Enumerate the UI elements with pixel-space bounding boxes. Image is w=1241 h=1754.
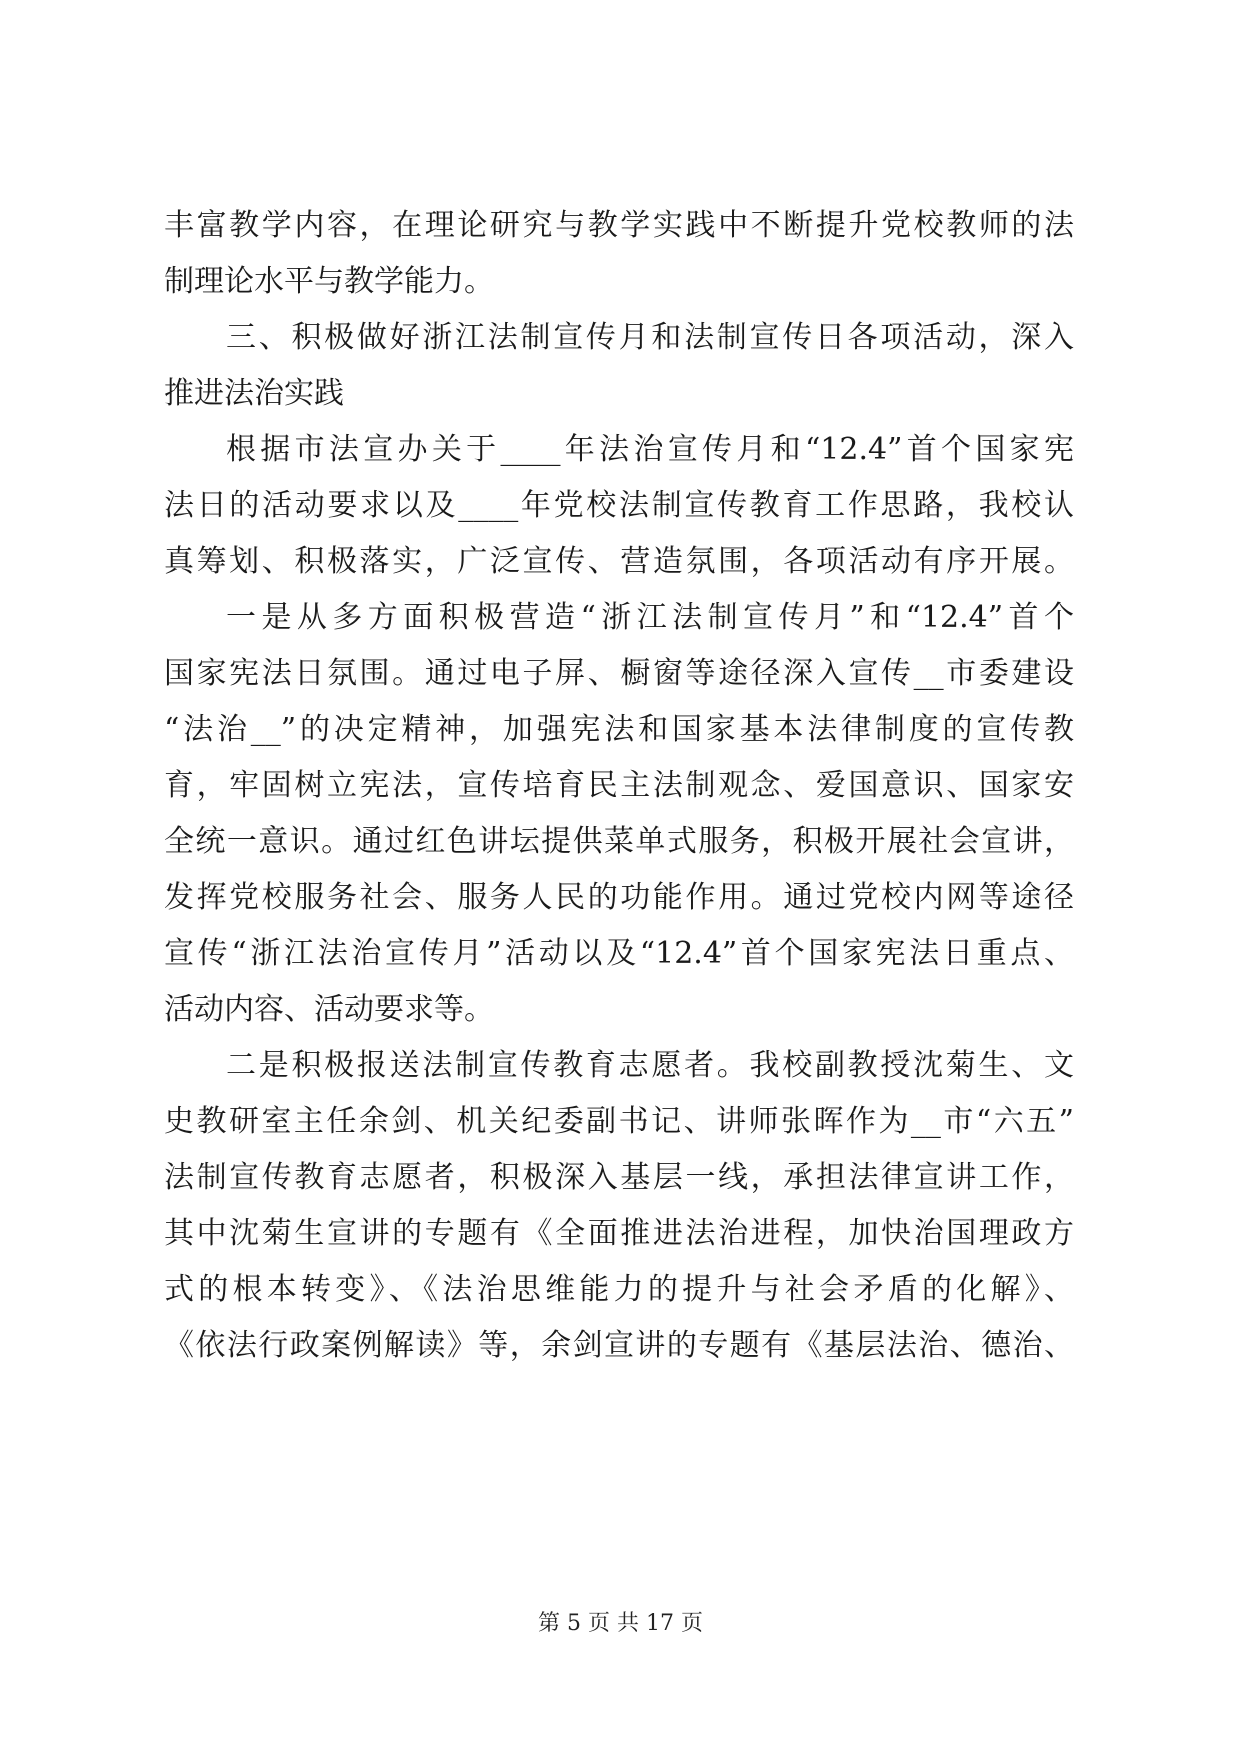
body-text-line: 真筹划、积极落实，广泛宣传、营造氛围，各项活动有序开展。 bbox=[164, 544, 1074, 579]
body-text-line: 其中沈菊生宣讲的专题有《全面推进法治进程，加快治国理政方 bbox=[164, 1216, 1074, 1251]
body-text-line: 法日的活动要求以及____年党校法制宣传教育工作思路，我校认 bbox=[164, 488, 1074, 523]
body-text-line: 二是积极报送法制宣传教育志愿者。我校副教授沈菊生、文 bbox=[226, 1048, 1074, 1083]
body-text-line: 一是从多方面积极营造“浙江法制宣传月”和“12.4”首个 bbox=[226, 600, 1074, 635]
body-text-line: 活动内容、活动要求等。 bbox=[164, 992, 494, 1027]
page-number-footer: 第 5 页 共 17 页 bbox=[538, 1611, 703, 1636]
section-heading-line: 三、积极做好浙江法制宣传月和法制宣传日各项活动，深入 bbox=[226, 320, 1074, 355]
body-text-line: 宣传“浙江法治宣传月”活动以及“12.4”首个国家宪法日重点、 bbox=[164, 936, 1074, 971]
body-text-line: 丰富教学内容，在理论研究与教学实践中不断提升党校教师的法 bbox=[164, 208, 1074, 243]
body-text-line: 史教研室主任余剑、机关纪委副书记、讲师张晖作为__市“六五” bbox=[164, 1104, 1074, 1139]
body-text-line: 发挥党校服务社会、服务人民的功能作用。通过党校内网等途径 bbox=[164, 880, 1074, 915]
body-text-line: 根据市法宣办关于____年法治宣传月和“12.4”首个国家宪 bbox=[226, 432, 1074, 467]
body-text-line: 国家宪法日氛围。通过电子屏、橱窗等途径深入宣传__市委建设 bbox=[164, 656, 1074, 691]
body-text-line: 育，牢固树立宪法，宣传培育民主法制观念、爱国意识、国家安 bbox=[164, 768, 1074, 803]
section-heading-line: 推进法治实践 bbox=[164, 376, 344, 411]
body-text-line: 《依法行政案例解读》等，余剑宣讲的专题有《基层法治、德治、 bbox=[164, 1328, 1074, 1363]
body-text-line: 全统一意识。通过红色讲坛提供菜单式服务，积极开展社会宣讲， bbox=[164, 824, 1074, 859]
body-text-line: 法制宣传教育志愿者，积极深入基层一线，承担法律宣讲工作， bbox=[164, 1160, 1074, 1195]
body-text-line: 式的根本转变》、《法治思维能力的提升与社会矛盾的化解》、 bbox=[164, 1272, 1074, 1307]
body-text-line: “法治__”的决定精神，加强宪法和国家基本法律制度的宣传教 bbox=[164, 712, 1074, 747]
body-text-line: 制理论水平与教学能力。 bbox=[164, 264, 494, 299]
